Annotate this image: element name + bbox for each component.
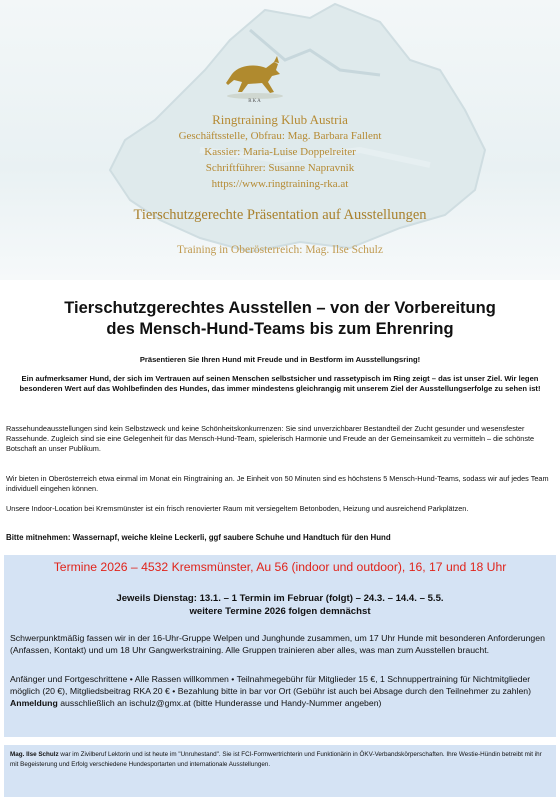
groups-paragraph: Schwerpunktmäßig fassen wir in der 16-Uhr-Gruppe Welpen und Junghunde zusammen, um 17 Uhr Hunde mit besonderen Anforderungen (Anfassen, Kontakt) und um 18 Uhr Gangwerkstraining. Alle Gruppen trainieren aber alles, was man zum Ausstellen braucht. [10, 633, 545, 655]
trainer-bio [10, 750, 550, 770]
title-line-1: Tierschutzgerechtes Ausstellen – von der Vorbereitung [64, 299, 496, 317]
fees-text: Anfänger und Fortgeschrittene • Alle Rassen willkommen • Teilnahmegebühr für Mitglieder 15 €, 1 Schnuppertraining für Nichtmitglieder möglich (20 €), Mitgliedsbeitrag RKA 20 € • Bezahlung bitte in bar vor Ort (Gebühr ist auch bei Absage durch den Teilnehmer zu zahlen) [10, 674, 532, 696]
dates-block [4, 592, 556, 618]
secretary-line: Schriftführer: Susanne Napravnik [205, 162, 355, 174]
termine-title: Termine 2026 – 4532 Kremsmünster, Au 56 (indoor und outdoor), 16, 17 und 18 Uhr [53, 560, 507, 574]
trainer-bio-text: war im Zivilberuf Lektorin und ist heute im "Unruhestand". Sie ist FCI-Formwertrichterin und Funktionärin in ÖKV-Verbandskörperschaften. Ihre Westie-Hündin betreibt mit ihr mit Begeisterung und Erfolg verschiedene Hundesportarten und internationale Ausstellungen. [10, 751, 542, 768]
header-banner [0, 0, 560, 280]
page-title [10, 298, 550, 340]
title-line-2: des Mensch-Hund-Teams bis zum Ehrenring [106, 320, 454, 338]
body-paragraph-1: Rassehundeausstellungen sind kein Selbstzweck und keine Schönheitskonkurrenzen: Sie sind unverzichbarer Bestandteil der Zucht gesunder und wesensfester Rassehunde. Zugleich sind sie eine Gelegenheit für das Mensch-Hund-Team, spielerisch Harmonie und Freude an der Gemeinsamkeit zu vermitteln – die schönste Botschaft an unser Publikum. [6, 424, 535, 453]
club-name: Ringtraining Klub Austria [212, 112, 348, 127]
body-paragraph-3: Unsere Indoor-Location bei Kremsmünster ist ein frisch renovierter Raum mit versiegeltem Betonboden, Heizung und ausreichend Parkplätzen. [6, 504, 469, 513]
signup-label: Anmeldung [10, 698, 58, 708]
website-link[interactable]: https://www.ringtraining-rka.at [211, 178, 349, 190]
banner-heading: Tierschutzgerechte Präsentation auf Ausstellungen [133, 207, 427, 223]
intro-lead: Präsentieren Sie Ihren Hund mit Freude und in Bestform im Ausstellungsring! [139, 355, 421, 364]
trainer-bio-box [4, 745, 556, 797]
office-line: Geschäftsstelle, Obfrau: Mag. Barbara Fallent [178, 130, 382, 142]
signup-text[interactable]: ausschließlich an ischulz@gmx.at (bitte Hunderasse und Handy-Nummer angeben) [57, 698, 382, 708]
schedule-box [4, 555, 556, 737]
body-paragraph-2: Wir bieten in Oberösterreich etwa einmal im Monat ein Ringtraining an. Je Einheit von 50 Minuten sind es höchstens 5 Mensch-Hund-Teams, sodass wir auf jedes Team individuell eingehen können. [6, 474, 549, 493]
training-line: Training in Oberösterreich: Mag. Ilse Schulz [177, 244, 383, 256]
bring-along-note: Bitte mitnehmen: Wassernapf, weiche kleine Leckerli, ggf saubere Schuhe und Handtuch für den Hund [6, 533, 391, 542]
dates-line-2: weitere Termine 2026 folgen demnächst [189, 606, 371, 617]
trainer-name: Mag. Ilse Schulz [10, 751, 59, 758]
treasurer-line: Kassier: Maria-Luise Doppelreiter [204, 146, 356, 158]
dates-line-1: Jeweils Dienstag: 13.1. – 1 Termin im Februar (folgt) – 24.3. – 14.4. – 5.5. [116, 593, 444, 604]
fees-paragraph [10, 673, 552, 709]
intro-paragraph: Ein aufmerksamer Hund, der sich im Vertrauen auf seinen Menschen selbstsicher und rassetypisch im Ring zeigt – das ist unser Ziel. Wir legen besonderen Wert auf das Wohlbefinden des Hundes, das immer mindestens gleichrangig mit unserem Ziel der Ausstellungserfolge zu sehen ist! [19, 374, 541, 393]
running-dog-logo-icon [222, 52, 288, 100]
logo-caption: RKA [248, 99, 262, 104]
